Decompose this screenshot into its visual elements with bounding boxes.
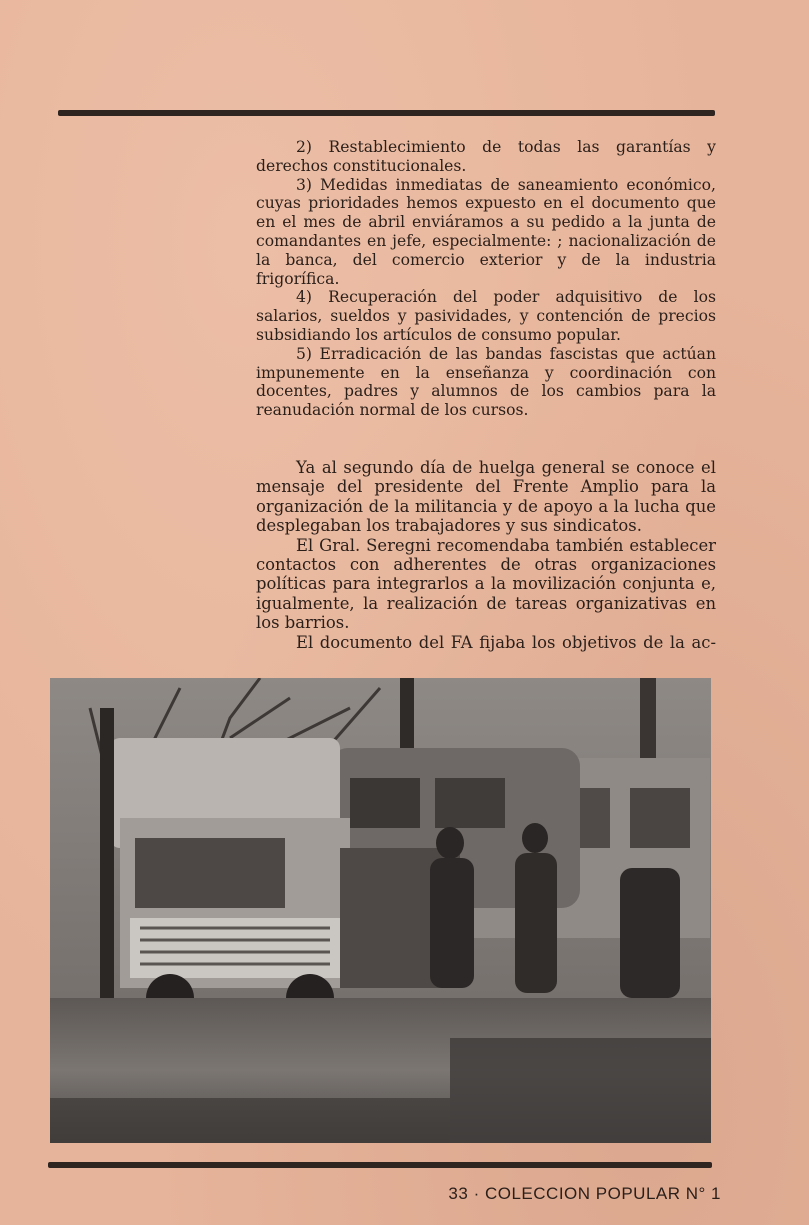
demand-item-3: 3) Medidas inmediatas de saneamiento económico, cuyas prioridades hemos expuesto en el documento que en el mes de abril enviáramos a su pedido a la junta de comandantes en jefe, especialmente: ; nacionalización de la banca, del comercio exterior y de la industria frigorífica. [256,175,716,288]
narrative-paragraph-2: El Gral. Seregni recomendaba también establecer contactos con adherentes de otras organizaciones políticas para integrarlos a la movilización conjunta e, igualmente, la realización de tareas organizativas en los barrios. [256,535,716,633]
demand-item-2: 2) Restablecimiento de todas las garantías y derechos constitucionales. [256,138,716,175]
street-photo [50,678,711,1143]
demand-item-5: 5) Erradicación de las bandas fascistas que actúan impunemente en la enseñanza y coordinación con docentes, padres y alumnos de los cambios para la reanudación normal de los cursos. [256,344,716,420]
page-number: 33 [448,1184,469,1203]
page-footer [448,1184,721,1204]
collection-title: COLECCION POPULAR N° 1 [484,1184,721,1203]
narrative-paragraph-3: El documento del FA fijaba los objetivos de la ac- [296,632,716,652]
footer-separator: · [473,1184,480,1203]
narrative-section [256,458,716,652]
demand-item-4: 4) Recuperación del poder adquisitivo de los salarios, sueldos y pasividades, y contención de precios subsidiando los artículos de consumo popular. [256,288,716,344]
top-rule [58,110,715,116]
bottom-rule [48,1162,712,1168]
demands-list [256,138,716,420]
narrative-paragraph-1: Ya al segundo día de huelga general se conoce el mensaje del presidente del Frente Amplio para la organización de la militancia y de apoyo a la lucha que desplegaban los trabajadores y sus sindicatos. [256,458,716,536]
photo-illustration [50,678,711,1143]
